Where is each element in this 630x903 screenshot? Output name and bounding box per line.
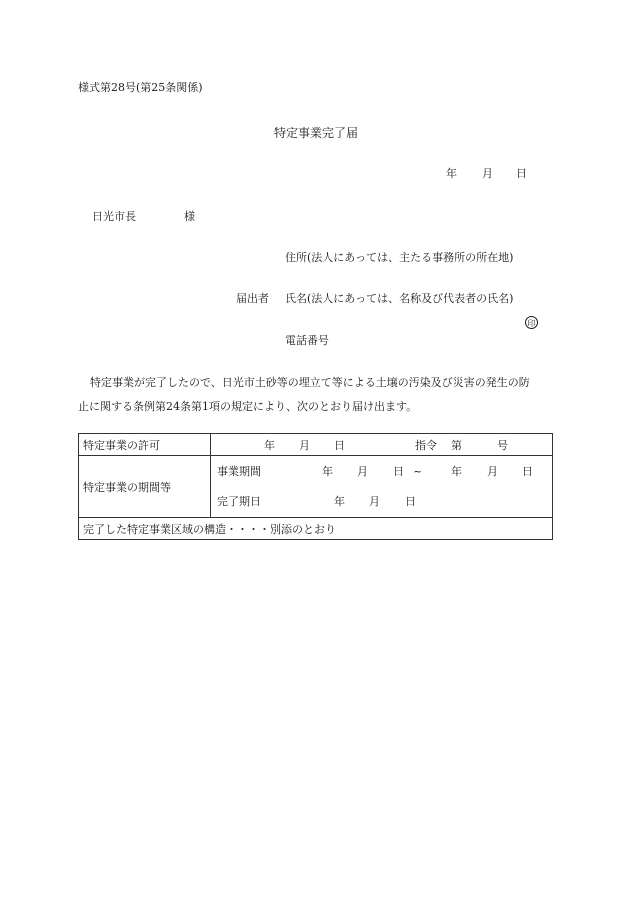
completion-date-label: 完了期日	[217, 495, 261, 508]
completion-year: 年	[334, 495, 345, 508]
to-month: 月	[487, 465, 498, 478]
period-label: 特定事業の期間等	[79, 456, 211, 518]
document-title: 特定事業完了届	[274, 126, 359, 140]
table-row-period	[79, 456, 553, 518]
business-period-label: 事業期間	[217, 465, 261, 478]
completion-day: 日	[405, 495, 416, 508]
completion-month: 月	[369, 495, 380, 508]
applicant-role-label: 届出者	[236, 292, 269, 305]
addressee-honorific: 様	[184, 210, 195, 223]
from-year: 年	[322, 465, 333, 478]
permit-day: 日	[334, 439, 345, 452]
body-line-1: 特定事業が完了したので、日光市土砂等の埋立て等による土壌の汚染及び災害の発生の防	[90, 376, 530, 389]
name-label: 氏名(法人にあっては、名称及び代表者の氏名)	[285, 292, 514, 305]
from-month: 月	[357, 465, 368, 478]
from-day: 日	[393, 465, 404, 478]
permit-directive: 指令	[415, 439, 437, 452]
address-label: 住所(法人にあっては、主たる事務所の所在地)	[285, 251, 514, 264]
body-line-2: 止に関する条例第24条第1項の規定により、次のとおり届け出ます。	[78, 400, 418, 413]
period-tilde: ~	[413, 465, 423, 478]
permit-year: 年	[264, 439, 275, 452]
form-number: 様式第28号(第25条関係)	[78, 81, 203, 94]
permit-value-cell	[211, 434, 553, 456]
permit-dai: 第	[451, 439, 462, 452]
period-value-cell	[211, 456, 553, 518]
table-row-structure	[79, 518, 553, 540]
structure-text: 完了した特定事業区域の構造・・・・別添のとおり	[79, 518, 553, 540]
date-year: 年	[446, 167, 457, 180]
seal-mark: 印	[525, 316, 538, 329]
permit-label: 特定事業の許可	[79, 434, 211, 456]
addressee-name: 日光市長	[92, 210, 136, 223]
to-day: 日	[522, 465, 533, 478]
permit-go: 号	[497, 439, 508, 452]
table-row-permit	[79, 434, 553, 456]
to-year: 年	[451, 465, 462, 478]
form-table	[78, 433, 553, 540]
date-month: 月	[482, 167, 493, 180]
permit-month: 月	[299, 439, 310, 452]
date-day: 日	[516, 167, 527, 180]
phone-label: 電話番号	[285, 334, 329, 347]
